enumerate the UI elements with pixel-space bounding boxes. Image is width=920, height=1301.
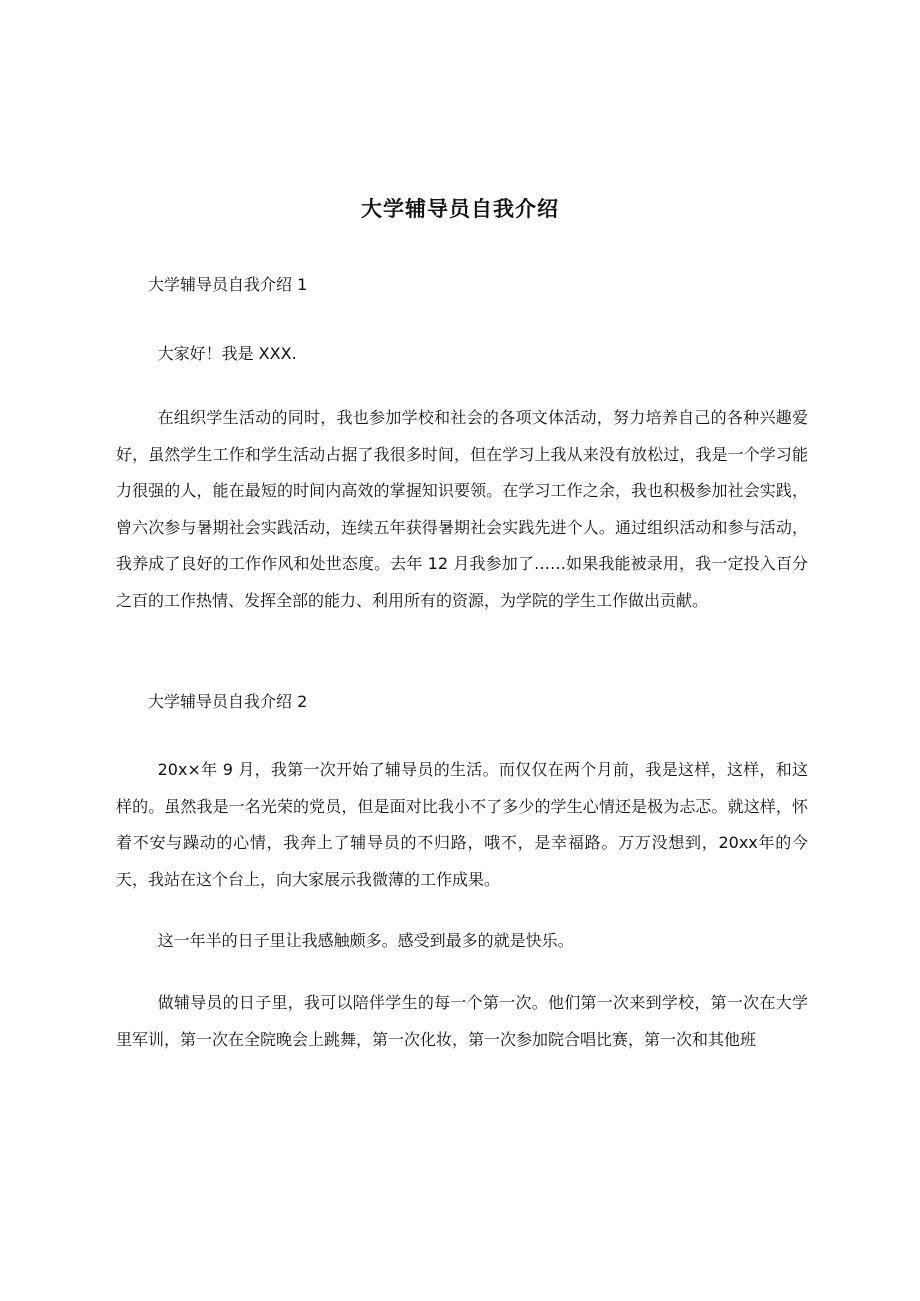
body-paragraph-3: 这一年半的日子里让我感触颇多。感受到最多的就是快乐。 bbox=[157, 931, 574, 950]
body-paragraph-2: 20x×年 9 月，我第一次开始了辅导员的生活。而仅仅在两个月前，我是这样，这样，和这样的。虽然我是一名光荣的党员，但是面对比我小不了多少的学生心情还是极为忐忑。就这样，怀着不安与躁动的心情，我奔上了辅导员的不归路，哦不，是幸福路。万万没想到，20xx年的今天，我站在这个台上，向大家展示我微薄的工作成果。 bbox=[116, 760, 808, 889]
section-heading-2: 大学辅导员自我介绍 2 bbox=[148, 692, 308, 711]
section-heading-1: 大学辅导员自我介绍 1 bbox=[148, 275, 308, 294]
body-paragraph-1: 在组织学生活动的同时，我也参加学校和社会的各项文体活动，努力培养自己的各种兴趣爱好，虽然学生工作和学生活动占据了我很多时间，但在学习上我从来没有放松过，我是一个学习能力很强的人，能在最短的时间内高效的掌握知识要领。在学习工作之余，我也积极参加社会实践，曾六次参与暑期社会实践活动，连续五年获得暑期社会实践先进个人。通过组织活动和参与活动，我养成了良好的工作作风和处世态度。去年 12 月我参加了……如果我能被录用，我一定投入百分之百的工作热情、发挥全部的能力、利用所有的资源，为学院的学生工作做出贡献。 bbox=[116, 408, 808, 610]
document-title: 大学辅导员自我介绍 bbox=[361, 197, 559, 221]
greeting-paragraph: 大家好！我是 XXX. bbox=[157, 344, 297, 363]
body-paragraph-4: 做辅导员的日子里，我可以陪伴学生的每一个第一次。他们第一次来到学校，第一次在大学里军训，第一次在全院晚会上跳舞，第一次化妆，第一次参加院合唱比赛，第一次和其他班 bbox=[116, 993, 808, 1049]
